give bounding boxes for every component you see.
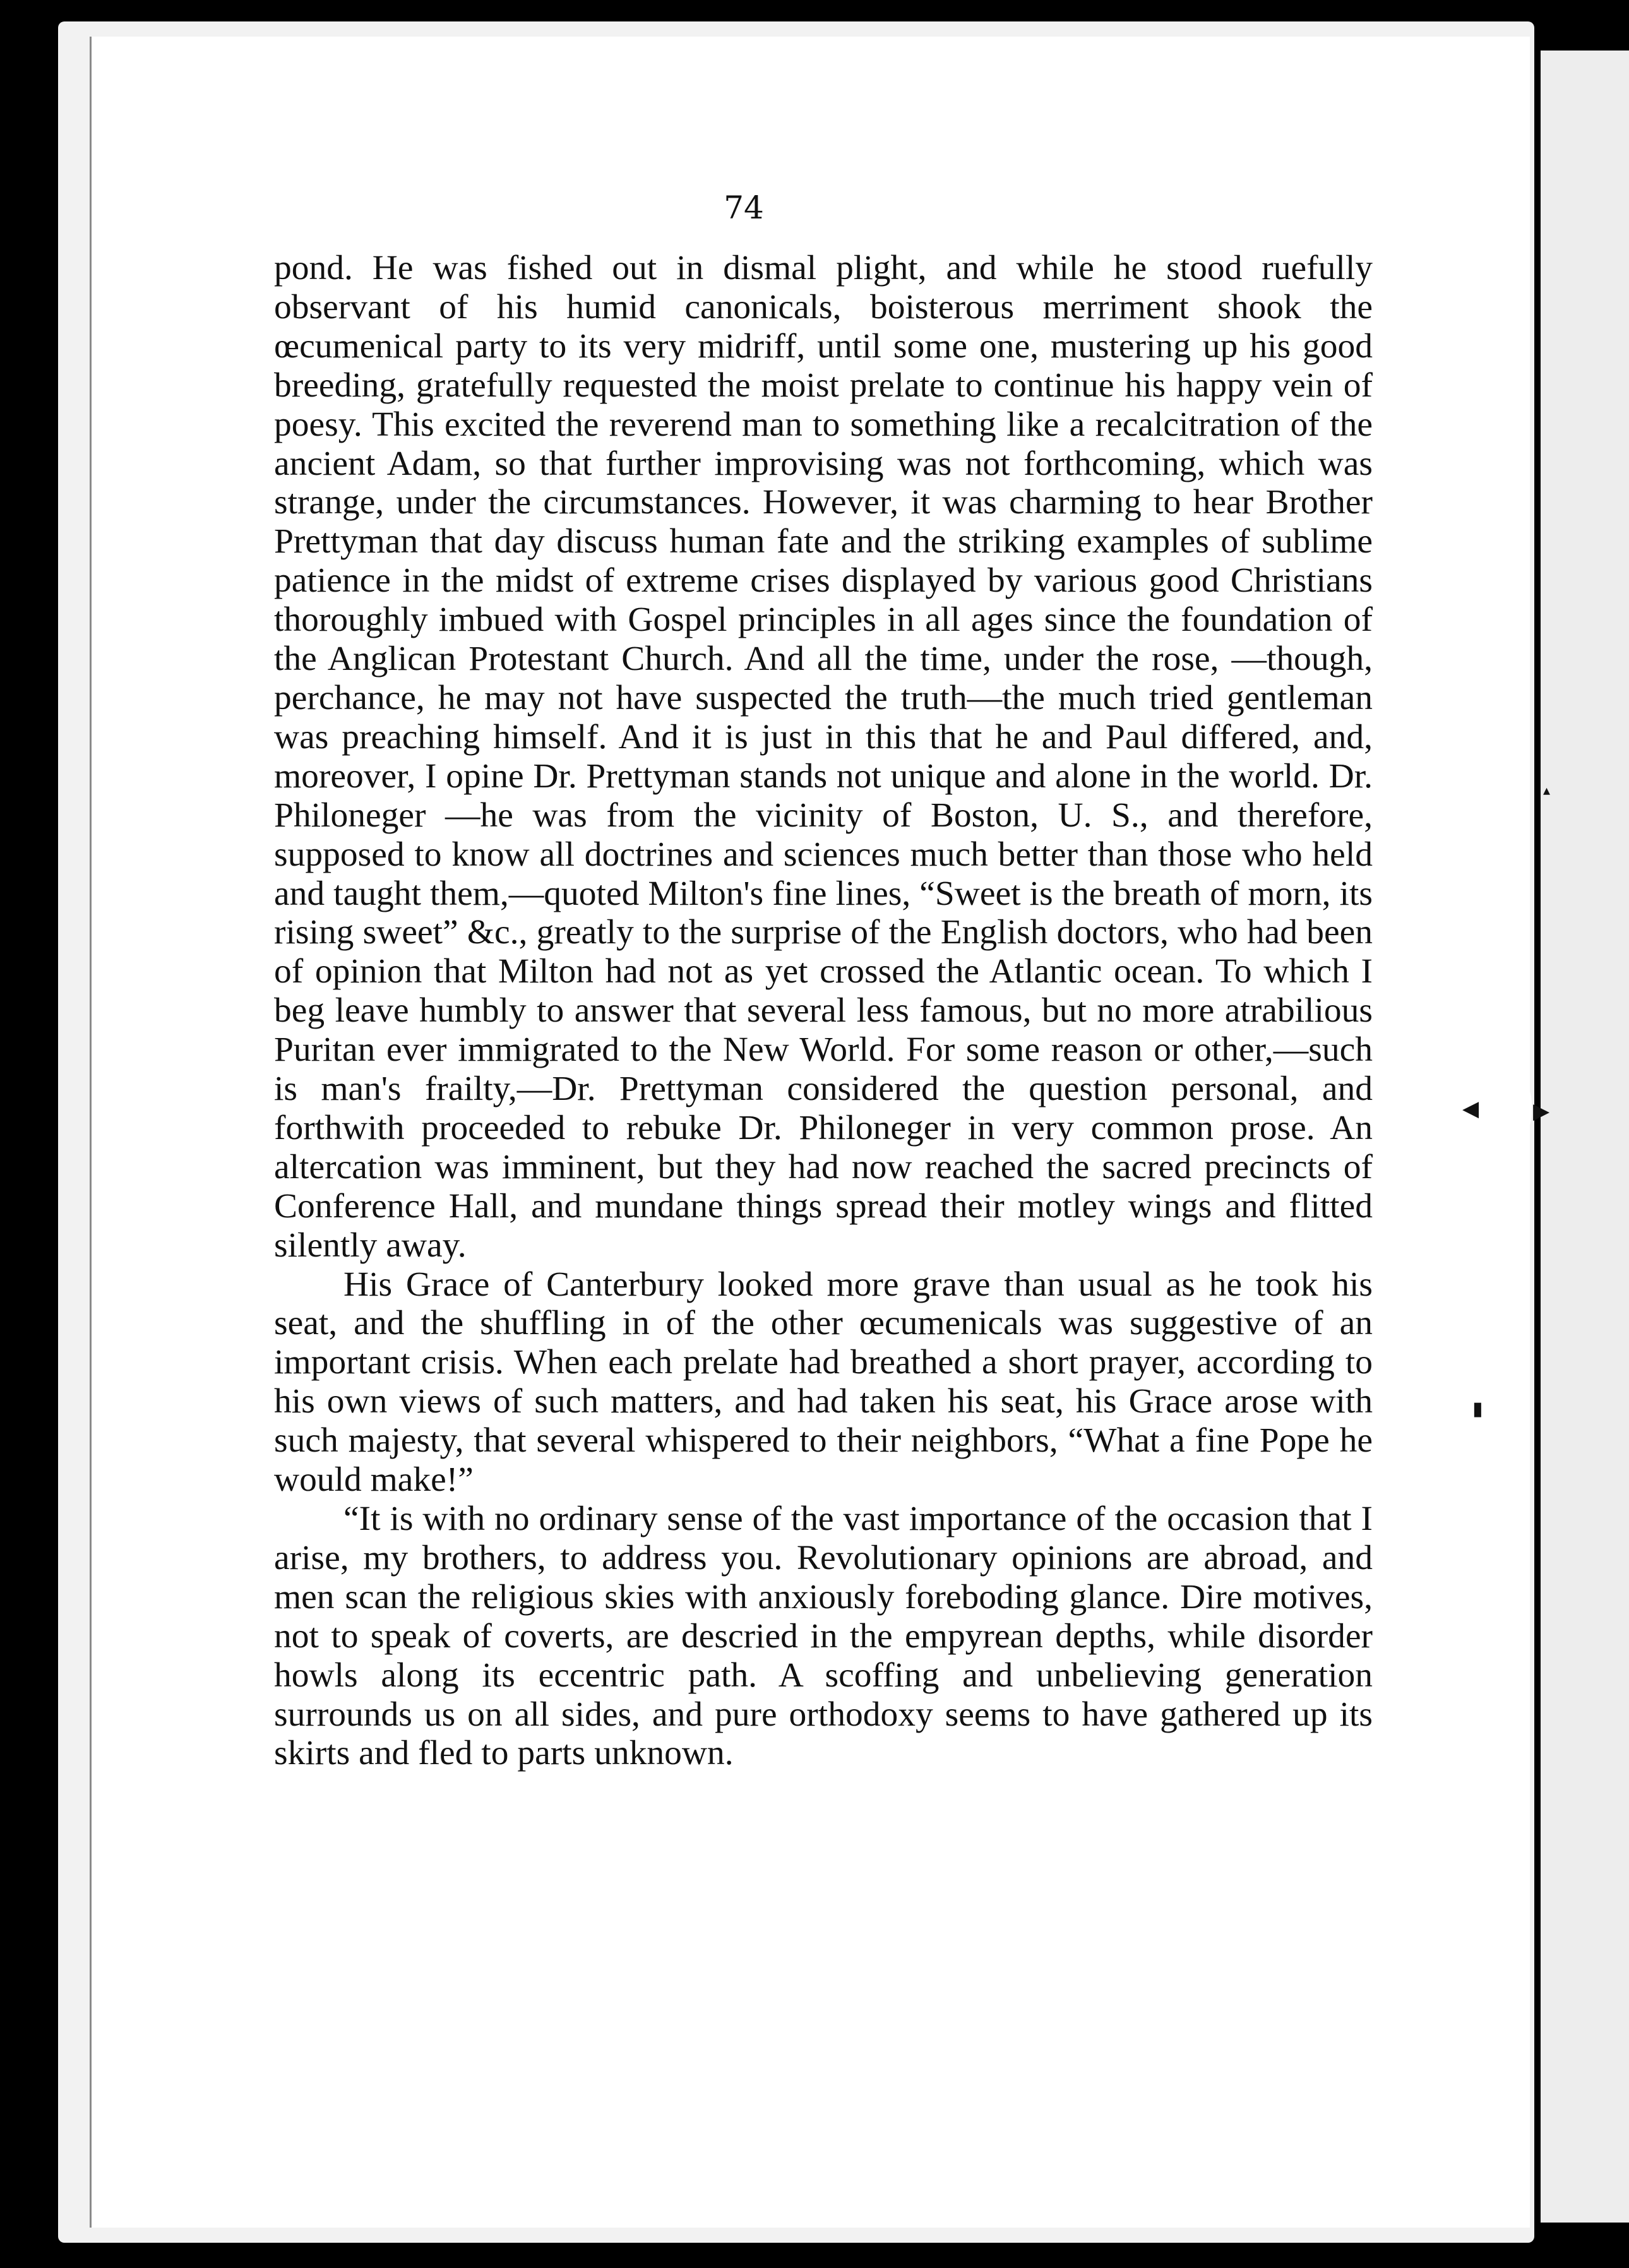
torn-page-edge [1488, 1073, 1532, 1143]
paragraph-2: His Grace of Canterbury looked more grave than usual as he took his seat, and the shuffling in of the other œcumenicals was suggestive of an important crisis. When each prelate had breathed a short prayer, according to his own views of such matters, and had taken his seat, his Grace arose with such majesty, that several whispered to their neighbors, “What a fine Pope he would make!” [274, 1265, 1373, 1500]
arrow-right-icon: ▶ [1533, 1099, 1550, 1124]
arrow-left-icon: ◀ [1462, 1096, 1479, 1121]
margin-mark-icon: ▴ [1543, 783, 1551, 799]
paragraph-1: pond. He was fished out in dismal plight, and while he stood ruefully observant of his humid canonicals, boisterous merriment shook the œcumenical party to its very midriff, until some one, mustering up his good breeding, gratefully requested the moist prelate to continue his happy vein of poesy. This excited the reverend man to something like a recalcitration of the ancient Adam, so that further improvising was not forthcoming, which was strange, under the circumstances. However, it was charming to hear Brother Prettyman that day discuss human fate and the striking examples of sublime patience in the midst of extreme crises displayed by various good Christians thoroughly imbued with Gospel principles in all ages since the foundation of the Anglican Protestant Church. And all the time, under the rose, —though, perchance, he may not have suspected the truth—the much tried gentleman was preaching himself. And it is just in this that he and Paul differed, and, moreover, I opine Dr. Prettyman stands not unique and alone in the world. Dr. Philoneger —he was from the vicinity of Boston, U. S., and therefore, supposed to know all doctrines and sciences much better than those who held and taught them,—quoted Milton's fine lines, “Sweet is the breath of morn, its rising sweet” &c., greatly to the surprise of the English doctors, who had been of opinion that Milton had not as yet crossed the Atlantic ocean. To which I beg leave humbly to answer that several less famous, but no more atrabilious Puritan ever immigrated to the New World. For some reason or other,—such is man's frailty,—Dr. Prettyman considered the question personal, and forthwith proceeded to rebuke Dr. Philoneger in very common prose. An altercation was imminent, but they had now reached the sacred precincts of Conference Hall, and mundane things spread their motley wings and flitted silently away. [274, 249, 1373, 1265]
adjacent-page-edge [1541, 51, 1629, 2223]
margin-mark-icon: ▮ [1472, 1398, 1483, 1420]
page-number: 74 [724, 189, 764, 226]
body-text [274, 249, 1373, 1773]
paragraph-3: “It is with no ordinary sense of the vast importance of the occasion that I arise, my brothers, to address you. Revolutionary opinions are abroad, and men scan the religious skies with anxiously foreboding glance. Dire motives, not to speak of coverts, are descried in the empyrean depths, while disorder howls along its eccentric path. A scoffing and unbelieving generation surrounds us on all sides, and pure orthodoxy seems to have gathered up its skirts and fled to parts unknown. [274, 1500, 1373, 1773]
